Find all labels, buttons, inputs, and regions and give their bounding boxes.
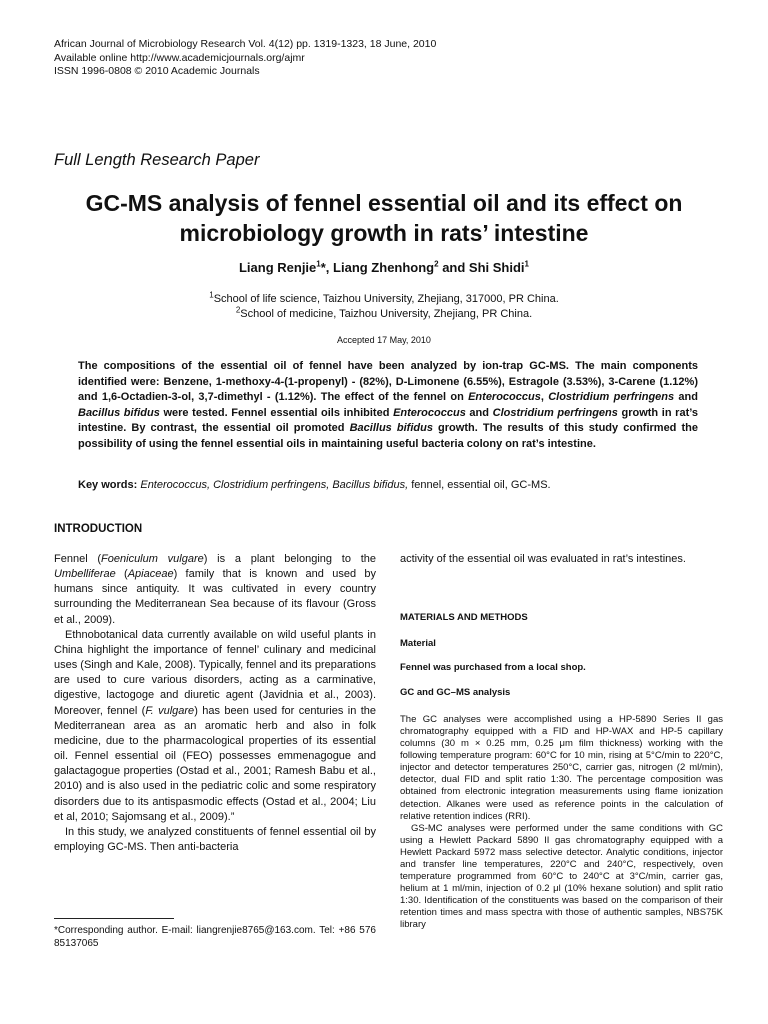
body-text: ) has been used for centuries in the Mediterranean area as an aromatic herb and also in folk medicine, due to the pharmacological properties of its essential oil. Fennel essential oil (FEO) possesses emmenagogue and galactagogue properties (Ostad et al., 2001; Ramesh Babu et al., 2010) and is also used in the pediatric colic and some respiratory disorders due to its antispasmodic effects (Ostad et al., 2004; Liu et al, 2010; Sajomsang et al., 2009).” <box>54 704 376 823</box>
affiliation-2 <box>0 304 768 322</box>
body-text: ) family that is known and used by humans since antiquity. It was cultivated in every country surrounding the Mediterranean Sea because of its flavour (Gross et al., 2009). <box>54 568 376 626</box>
paper-type: Full Length Research Paper <box>54 151 260 169</box>
author-separator: and <box>438 260 469 275</box>
intro-paragraph-3-continued: activity of the essential oil was evaluated in rat’s intestines. <box>400 553 686 565</box>
species-name: F. vulgare <box>145 704 195 717</box>
affiliation-number: 2 <box>235 304 241 314</box>
journal-citation: African Journal of Microbiology Research Vol. 4(12) pp. 1319-1323, 18 June, 2010 <box>54 38 437 50</box>
body-text: Ethnobotanical data currently available on wild useful plants in China highlight the importance of fennel’ culinary and medicinal uses (Singh and Kale, 2008). Typically, fennel and its preparations are used to cure various disorders, acting as a carminative, digestive, lactogoge and diuretic agent (Javidnia et al., 2003). Moreover, fennel ( <box>54 628 376 717</box>
keywords-terms: fennel, essential oil, GC-MS. <box>408 479 551 491</box>
author-name: Liang Zhenhong <box>333 260 435 275</box>
species-name: Bacillus bifidus <box>349 422 433 435</box>
right-column-intro <box>400 552 723 567</box>
abstract-text: and <box>674 391 698 404</box>
abstract-text: growth in rat’s intestine. By contrast, the essential oil promoted <box>78 406 699 435</box>
affiliation-marker: 2 <box>434 259 439 269</box>
intro-paragraph-3: In this study, we analyzed constituents of fennel essential oil by employing GC-MS. Then anti-bacteria <box>54 825 376 853</box>
species-name: Bacillus bifidus <box>78 406 160 419</box>
gc-analysis-heading: GC and GC–MS analysis <box>400 687 511 698</box>
journal-issn: ISSN 1996-0808 © 2010 Academic Journals <box>54 65 260 77</box>
methods-heading: MATERIALS AND METHODS <box>400 612 528 623</box>
gc-paragraph-2: GS-MC analyses were performed under the same conditions with GC using a Hewlett Packard 5890 II gas chromatography equipped with a Hewlett Packard 5972 mass selective detector. Analytic conditions, injector and transfer line temperatures, 220°C and 240°C, respectively, oven temperature programmed from 60°C to 240°C at 3°C/min, carrier gas, helium at 1 ml/min, injection of 0.2 μl (10% hexane solution) and split ratio 1:30. Identification of the constituents was based on the comparison of their retention times and mass spectra with those of authentic samples, NBS75K library <box>400 822 723 931</box>
affiliation-text: School of life science, Taizhou University, Zhejiang, 317000, PR China. <box>213 293 559 305</box>
intro-paragraph-2 <box>54 628 376 825</box>
footnote-divider <box>54 918 174 919</box>
family-name: Umbelliferae <box>54 568 116 581</box>
body-text: Fennel ( <box>54 553 102 565</box>
species-name: Clostridium perfringens <box>492 406 618 419</box>
species-name: Clostridium perfringens <box>548 391 675 404</box>
abstract-text: were tested. Fennel essential oils inhibited <box>159 406 394 419</box>
corresponding-author-footnote: *Corresponding author. E-mail: liangrenjie8765@163.com. Tel: +86 576 85137065 <box>54 925 376 949</box>
abstract-text: and <box>465 406 493 419</box>
affiliation-number: 1 <box>209 290 214 300</box>
family-name: Apiaceae <box>127 568 174 581</box>
affiliation-marker: 1 <box>524 259 529 269</box>
author-separator: , <box>325 260 334 275</box>
affiliation-1 <box>0 292 768 307</box>
material-heading: Material <box>400 638 436 649</box>
gc-methods-text <box>400 714 723 931</box>
material-text: Fennel was purchased from a local shop. <box>400 662 586 673</box>
body-text: ) is a plant belonging to the <box>203 553 376 565</box>
species-name: Enterococcus <box>393 406 466 419</box>
keywords-label: Key words: <box>78 479 138 491</box>
author-list <box>0 260 768 275</box>
gc-paragraph-1: The GC analyses were accomplished using a HP-5890 Series II gas chromatography equipped with a FID and HP-WAX and HP-5 capillary columns (30 m × 0.25 mm, 0.25 μm film thickness) working with the following temperature program: 60°C for 10 min, rising at 5°C/min to 220°C, injector and detector temperatures 250°C, carrier gas, nitrogen (2 ml/min), detector, dual FID and split ratio 1:30. The percentage composition was obtained from electronic integration measurements using flame ionization detection. Alkanes were used as reference points in the calculation of relative retention indices (RRI). <box>400 714 723 822</box>
abstract-text: growth. The results of this study confirmed the possibility of using the fennel essential oils in maintaining useful bacteria colony on rat’s intestine. <box>78 422 698 450</box>
affiliation-text: School of medicine, Taizhou University, Zhejiang, PR China. <box>240 307 533 320</box>
intro-paragraph-1 <box>54 552 376 628</box>
journal-header <box>54 38 436 79</box>
body-text: ( <box>115 568 128 581</box>
introduction-heading: INTRODUCTION <box>54 523 143 535</box>
paper-title: GC-MS analysis of fennel essential oil and its effect on microbiology growth in rats’ intestine <box>85 190 683 246</box>
keywords-species: Enterococcus, Clostridium perfringens, Bacillus bifidus, <box>137 479 409 491</box>
abstract-text: , <box>540 391 549 404</box>
corresponding-mark: * <box>320 260 326 275</box>
author-name: Shi Shidi <box>468 260 525 275</box>
affiliation-marker: 1 <box>316 259 321 269</box>
abstract <box>78 359 698 453</box>
keywords <box>78 479 698 491</box>
author-name: Liang Renjie <box>238 260 317 275</box>
affiliations <box>0 292 768 321</box>
journal-online-url[interactable]: Available online http://www.academicjournals.org/ajmr <box>54 51 305 64</box>
species-name: Enterococcus <box>468 391 541 404</box>
species-name: Foeniculum vulgare <box>101 553 204 565</box>
abstract-text: The compositions of the essential oil of fennel have been analyzed by ion-trap GC-MS. The main components identified were: Benzene, 1-methoxy-4-(1-propenyl) - (82%), D-Limonene (6.55%), Estragole (3.53%), 3-Carene (1.12%) and 1,6-Octadien-3-ol, 3,7-dimethyl - (1.12%). The effect of the fennel on <box>78 360 698 404</box>
accepted-date: Accepted 17 May, 2010 <box>337 335 431 345</box>
left-column <box>54 552 376 855</box>
